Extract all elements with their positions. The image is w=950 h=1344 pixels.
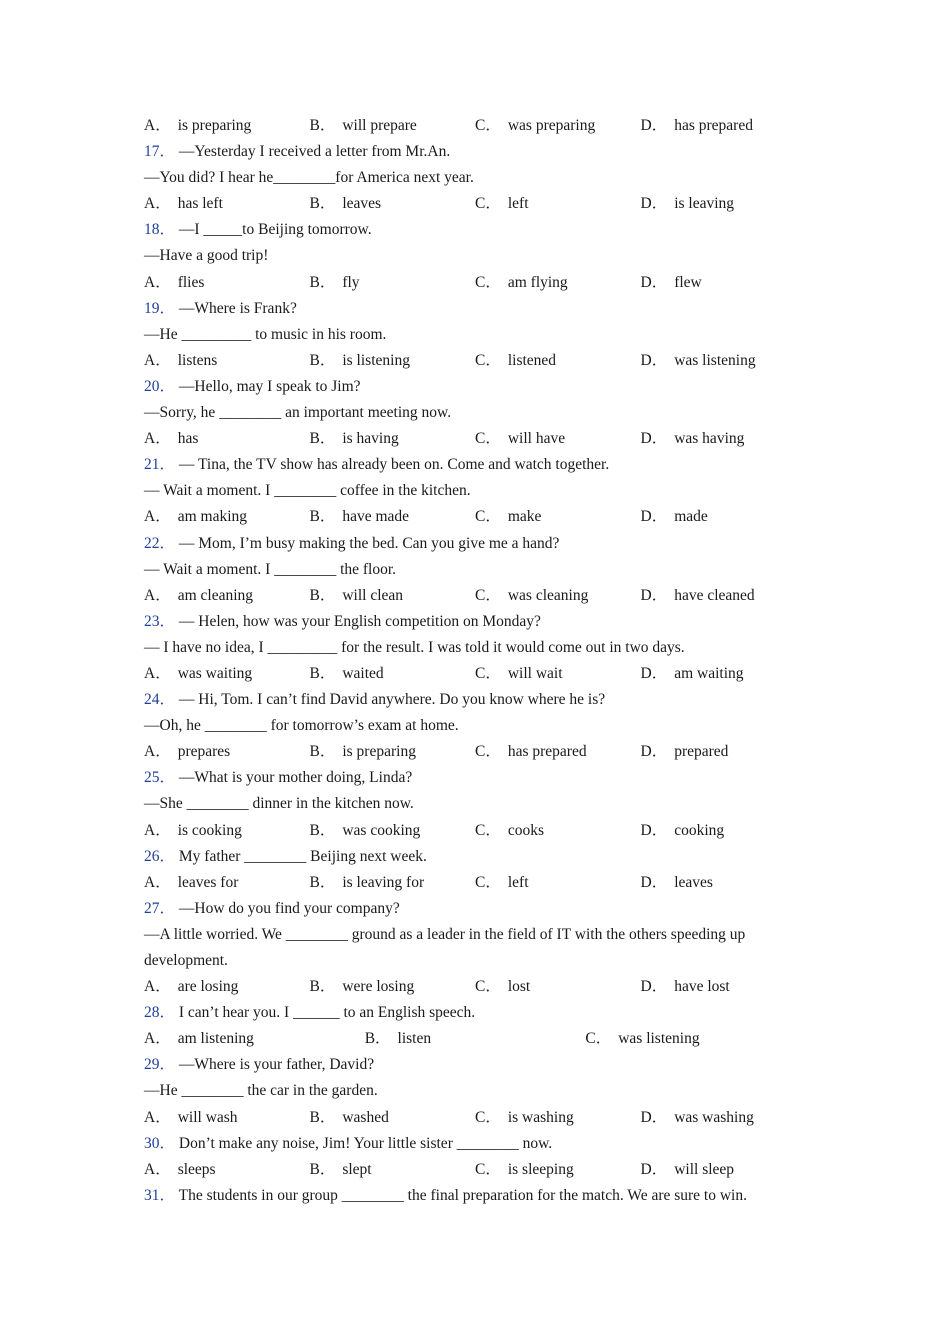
option-c [475,504,641,530]
option-letter: D． [640,743,668,761]
option-text: is leaving for [342,873,425,891]
option-text: leaves for [177,873,239,891]
option-text: will sleep [674,1160,735,1178]
option-text: will wait [507,664,563,682]
question-line [144,765,806,791]
question-text: —Where is your father, David? [178,1056,375,1074]
question-text: Don’t make any noise, Jim! Your little sister ________ now. [178,1134,553,1152]
question-number: 30． [144,1134,176,1152]
option-a [144,1026,365,1052]
option-b [310,870,476,896]
option-d [641,270,807,296]
question-line [144,374,806,400]
option-letter: A． [144,873,171,891]
option-d [641,870,807,896]
option-a [144,661,310,687]
question-number: 22． [144,534,176,552]
question-number: 23． [144,612,176,630]
option-letter: B． [309,117,336,134]
option-letter: C． [475,873,501,891]
option-letter: A． [144,1160,171,1178]
option-text: have made [342,508,410,526]
option-letter: C． [475,1160,501,1178]
option-letter: A． [144,743,171,761]
option-text: waited [342,664,384,682]
option-d [641,583,807,609]
option-text: am cleaning [177,586,254,604]
option-c [475,270,641,296]
question-text: — Hi, Tom. I can’t find David anywhere. Do you know where he is? [178,691,606,709]
question-line [144,1183,806,1209]
question-text: —Where is Frank? [178,299,297,317]
option-d [641,113,807,139]
question-text: —Hello, may I speak to Jim? [178,377,361,395]
option-b [310,818,476,844]
option-text: is preparing [342,743,416,761]
option-d [641,739,807,765]
option-text: fly [342,273,360,291]
option-text: prepares [177,743,231,761]
option-letter: D． [640,821,668,839]
option-letter: C． [475,664,501,682]
option-b [310,270,476,296]
dialogue-line: — I have no idea, I _________ for the result. I was told it would come out in two days. [144,638,685,656]
question-number: 17． [144,143,176,161]
option-letter: B． [309,351,336,369]
question-line [144,687,806,713]
option-letter: C． [475,351,501,369]
option-text: is listening [342,351,410,369]
option-letter: D． [640,508,668,526]
options-row [144,1105,806,1131]
options-row [144,504,806,530]
question-line [144,1052,806,1078]
option-text: will wash [177,1108,238,1126]
options-row [144,1157,806,1183]
option-text: was listening [618,1030,700,1048]
question-number: 27． [144,899,176,917]
option-text: left [507,195,529,213]
question-text: — Helen, how was your English competition on Monday? [178,612,541,630]
option-text: will have [507,430,566,448]
question-line [144,609,806,635]
dialogue-line: —Oh, he ________ for tomorrow’s exam at home. [144,717,459,735]
option-letter: D． [640,117,668,134]
option-text: was cooking [342,821,421,839]
option-letter: B． [309,586,336,604]
option-letter: C． [475,508,501,526]
option-text: left [507,873,529,891]
option-c [585,1026,806,1052]
option-c [475,818,641,844]
question-number: 29． [144,1056,176,1074]
option-a [144,504,310,530]
option-a [144,870,310,896]
option-a [144,974,310,1000]
option-text: am waiting [674,664,744,682]
option-letter: C． [475,273,501,291]
option-a [144,113,310,139]
option-letter: D． [640,664,668,682]
question-line [144,452,806,478]
dialogue-line: —She ________ dinner in the kitchen now. [144,795,414,813]
question-line [144,139,806,165]
dialogue-line: —He ________ the car in the garden. [144,1082,378,1100]
options-row [144,870,806,896]
option-text: was preparing [507,117,596,134]
option-a [144,739,310,765]
option-text: listens [177,351,218,369]
option-text: sleeps [177,1160,216,1178]
option-d [641,1157,807,1183]
option-c [475,661,641,687]
option-letter: D． [640,978,668,996]
option-d [641,661,807,687]
option-letter: A． [144,1030,171,1048]
question-text: I can’t hear you. I ______ to an English speech. [178,1004,476,1022]
option-text: was having [674,430,745,448]
option-a [144,1105,310,1131]
option-d [641,1105,807,1131]
option-text: was listening [674,351,756,369]
option-d [641,974,807,1000]
option-letter: C． [475,117,501,134]
options-row [144,661,806,687]
question-text: —I _____to Beijing tomorrow. [178,221,372,239]
question-number: 18． [144,221,176,239]
option-b [310,113,476,139]
option-text: leaves [674,873,713,891]
option-text: listened [507,351,557,369]
option-b [310,739,476,765]
option-b [310,504,476,530]
question-text: —Yesterday I received a letter from Mr.An. [178,143,451,161]
option-text: am making [177,508,248,526]
option-text: has prepared [674,117,753,134]
options-row [144,113,806,139]
option-c [475,191,641,217]
option-text: is sleeping [507,1160,574,1178]
option-c [475,583,641,609]
dialogue-line: —He _________ to music in his room. [144,325,387,343]
dialogue-line: —You did? I hear he________for America next year. [144,169,474,187]
option-letter: C． [475,195,501,213]
option-letter: B． [309,1160,336,1178]
option-a [144,191,310,217]
option-letter: D． [640,351,668,369]
option-text: will prepare [342,117,417,134]
option-b [310,348,476,374]
option-letter: A． [144,273,171,291]
options-row [144,818,806,844]
option-text: flew [674,273,702,291]
option-letter: B． [309,743,336,761]
option-text: have cleaned [674,586,755,604]
option-letter: A． [144,351,171,369]
option-text: is cooking [177,821,242,839]
option-c [475,870,641,896]
question-text: —What is your mother doing, Linda? [178,769,413,787]
option-d [641,191,807,217]
question-text: My father ________ Beijing next week. [178,847,427,865]
option-text: are losing [177,978,239,996]
question-line [144,1131,806,1157]
option-letter: A． [144,978,171,996]
option-letter: C． [475,586,501,604]
option-text: am flying [507,273,568,291]
dialogue-line: —Sorry, he ________ an important meeting now. [144,404,452,422]
exercise-page [144,113,806,1209]
option-letter: D． [640,586,668,604]
question-line [144,844,806,870]
question-number: 31． [144,1186,176,1204]
option-text: lost [507,978,531,996]
question-number: 21． [144,456,176,474]
dialogue-line: —A little worried. We ________ ground as a leader in the field of IT with the others speeding up development. [144,925,746,969]
option-b [310,1105,476,1131]
option-letter: B． [309,195,336,213]
option-text: listen [397,1030,432,1048]
option-text: has prepared [507,743,587,761]
option-text: flies [177,273,205,291]
option-letter: A． [144,1108,171,1126]
option-text: make [507,508,542,526]
option-letter: B． [309,508,336,526]
question-line [144,531,806,557]
option-text: is washing [507,1108,574,1126]
option-letter: C． [475,978,501,996]
option-text: have lost [674,978,730,996]
dialogue-line: — Wait a moment. I ________ the floor. [144,560,397,578]
option-letter: D． [640,273,668,291]
option-letter: B． [309,273,336,291]
question-number: 20． [144,377,176,395]
option-letter: C． [475,743,501,761]
option-letter: B． [309,1108,336,1126]
option-letter: D． [640,195,668,213]
dialogue-line: —Have a good trip! [144,247,269,265]
option-text: cooks [507,821,545,839]
option-text: leaves [342,195,382,213]
option-text: prepared [674,743,729,761]
option-text: was cleaning [507,586,589,604]
option-letter: A． [144,117,171,134]
question-number: 28． [144,1004,176,1022]
option-text: cooking [674,821,725,839]
question-text: The students in our group ________ the final preparation for the match. We are sure to win. [178,1186,747,1204]
option-d [641,504,807,530]
option-c [475,1157,641,1183]
option-b [310,583,476,609]
option-b [310,661,476,687]
option-c [475,348,641,374]
option-d [641,818,807,844]
option-text: am listening [177,1030,254,1048]
option-d [641,426,807,452]
option-text: were losing [342,978,415,996]
option-text: washed [342,1108,389,1126]
option-a [144,1157,310,1183]
options-row [144,191,806,217]
option-c [475,739,641,765]
option-letter: A． [144,586,171,604]
option-letter: C． [585,1030,612,1048]
option-letter: B． [309,978,336,996]
option-c [475,974,641,1000]
options-row [144,426,806,452]
option-a [144,348,310,374]
options-row [144,1026,806,1052]
question-line [144,1000,806,1026]
option-d [641,348,807,374]
option-text: slept [342,1160,372,1178]
options-row [144,583,806,609]
option-letter: B． [309,873,336,891]
option-text: has [177,430,199,448]
option-letter: A． [144,430,171,448]
option-letter: B． [309,821,336,839]
question-text: — Tina, the TV show has already been on. Come and watch together. [178,456,610,474]
option-text: is having [342,430,399,448]
option-a [144,426,310,452]
option-letter: D． [640,430,668,448]
option-b [310,191,476,217]
option-text: is preparing [177,117,252,134]
option-letter: A． [144,821,171,839]
options-row [144,348,806,374]
option-letter: D． [640,873,668,891]
question-number: 25． [144,769,176,787]
option-c [475,113,641,139]
question-line [144,217,806,243]
question-line [144,896,806,922]
option-text: has left [177,195,223,213]
option-letter: D． [640,1108,668,1126]
option-text: was waiting [177,664,253,682]
option-c [475,426,641,452]
option-letter: D． [640,1160,668,1178]
option-text: will clean [342,586,404,604]
option-letter: A． [144,664,171,682]
dialogue-line: — Wait a moment. I ________ coffee in the kitchen. [144,482,471,500]
option-text: made [674,508,708,526]
option-letter: A． [144,195,171,213]
question-number: 19． [144,299,176,317]
option-text: was washing [674,1108,754,1126]
option-b [310,1157,476,1183]
option-letter: B． [309,664,336,682]
question-text: —How do you find your company? [178,899,400,917]
options-row [144,739,806,765]
option-a [144,270,310,296]
question-number: 26． [144,847,176,865]
option-text: is leaving [674,195,735,213]
option-letter: C． [475,430,501,448]
question-line [144,296,806,322]
option-letter: A． [144,508,171,526]
question-text: — Mom, I’m busy making the bed. Can you give me a hand? [178,534,560,552]
options-row [144,270,806,296]
option-letter: B． [364,1030,391,1048]
option-b [310,974,476,1000]
option-a [144,818,310,844]
option-c [475,1105,641,1131]
option-b [365,1026,586,1052]
option-letter: B． [309,430,336,448]
options-row [144,974,806,1000]
option-letter: C． [475,821,501,839]
option-a [144,583,310,609]
option-b [310,426,476,452]
question-number: 24． [144,691,176,709]
option-letter: C． [475,1108,501,1126]
